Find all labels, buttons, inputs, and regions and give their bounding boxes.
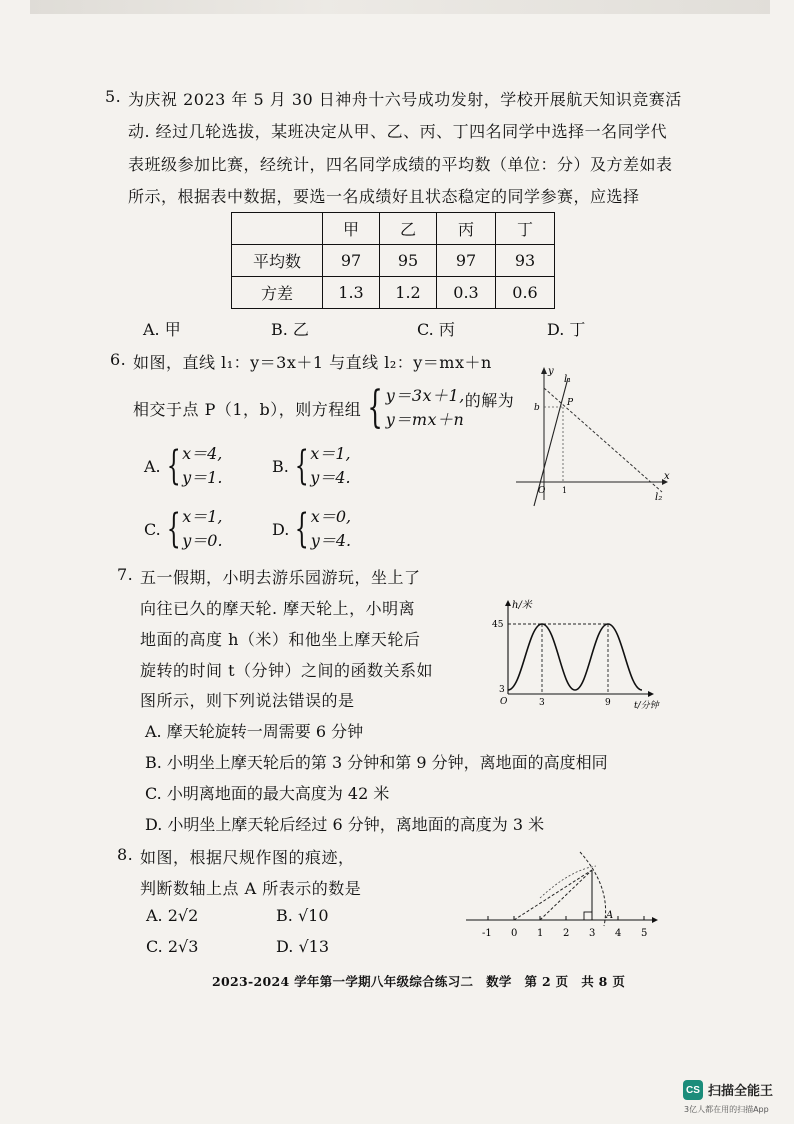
camscanner-name: 扫描全能王 xyxy=(708,1084,774,1099)
q7-height-time-graph xyxy=(488,596,668,714)
table-cell: 0.6 xyxy=(496,277,555,309)
left-brace: { xyxy=(166,443,181,489)
table-cell: 1.3 xyxy=(323,277,380,309)
tick-label: 3 xyxy=(589,928,596,939)
label-o: O xyxy=(500,697,508,707)
label-p: P xyxy=(567,398,574,408)
q8-line-1: 如图，根据尺规作图的痕迹， xyxy=(140,848,355,867)
q8-option-c xyxy=(146,937,198,956)
option-eq-2: y＝1. xyxy=(182,468,223,487)
q8-number-line-figure xyxy=(462,848,662,948)
camscanner-logo-icon: CS xyxy=(683,1080,703,1100)
q7-line-1: 五一假期，小明去游乐园游玩，坐上了 xyxy=(140,568,421,587)
label-x: x xyxy=(664,471,670,482)
height-curve xyxy=(508,624,642,690)
table-header-cell: 乙 xyxy=(380,213,437,245)
q6-equation-system xyxy=(361,384,465,432)
q5-line-3: 表班级参加比赛，经统计，四名同学成绩的平均数（单位：分）及方差如表 xyxy=(128,155,673,174)
t-axis-arrow xyxy=(648,691,654,697)
q8-option-d xyxy=(276,937,329,956)
option-label: B. xyxy=(272,456,289,476)
option-value: 2√2 xyxy=(167,906,199,925)
label-a: A xyxy=(606,910,614,921)
q6-line-2-pre: 相交于点 P（1，b），则方程组 xyxy=(133,399,362,419)
q5-line-4: 所示，根据表中数据，要选一名成绩好且状态稳定的同学参赛，应选择 xyxy=(128,187,640,206)
q6-line-2-post: 的解为 xyxy=(464,390,515,410)
option-eq-2: y＝4. xyxy=(310,531,352,550)
q5-line-1: 为庆祝 2023 年 5 月 30 日神舟十六号成功发射，学校开展航天知识竞赛活 xyxy=(128,90,682,109)
option-label: C. xyxy=(146,937,163,956)
option-value: 2√3 xyxy=(167,937,199,956)
line-l2 xyxy=(544,388,662,492)
system-eq-1: y＝3x＋1, xyxy=(385,386,465,405)
option-label: C. xyxy=(144,519,161,539)
option-eq-2: y＝0. xyxy=(182,531,223,550)
q7-line-2: 向往已久的摩天轮. 摩天轮上，小明离 xyxy=(140,599,416,618)
table-header-cell: 丁 xyxy=(496,213,555,245)
q8-option-b xyxy=(276,906,329,925)
table-cell: 0.3 xyxy=(437,277,496,309)
table-cell: 95 xyxy=(380,245,437,277)
label-b: b xyxy=(534,403,540,413)
h-axis-arrow xyxy=(505,600,511,606)
table-cell: 方差 xyxy=(232,277,323,309)
label-9-t: 9 xyxy=(605,698,611,708)
tick-label: 5 xyxy=(641,928,648,939)
tick-label: 4 xyxy=(615,928,622,939)
q6-option-d xyxy=(272,505,351,553)
q6-line-2 xyxy=(133,384,514,432)
y-axis-arrow xyxy=(541,367,547,374)
q5-option-c: C. 丙 xyxy=(417,320,455,339)
option-eq-1: x＝4, xyxy=(182,444,223,463)
tick-label: -1 xyxy=(482,928,492,939)
table-header-row xyxy=(232,213,555,245)
table-cell: 1.2 xyxy=(380,277,437,309)
q6-line-graph xyxy=(510,360,680,510)
option-value: √13 xyxy=(298,937,329,956)
label-ylabel: h/米 xyxy=(512,600,532,611)
q6-line-1: 如图，直线 l₁：y＝3x＋1 与直线 l₂：y＝mx＋n xyxy=(133,353,492,372)
q8-number: 8. xyxy=(117,845,134,864)
q6-option-a xyxy=(144,442,222,490)
table-cell: 97 xyxy=(437,245,496,277)
table-row xyxy=(232,277,555,309)
label-y: y xyxy=(548,366,554,377)
right-angle-mark xyxy=(584,912,592,920)
table-header-cell: 甲 xyxy=(323,213,380,245)
label-o: O xyxy=(538,486,546,496)
q5-option-a: A. 甲 xyxy=(143,320,181,339)
q7-line-4: 旋转的时间 t（分钟）之间的函数关系如 xyxy=(140,661,434,680)
option-label: A. xyxy=(144,456,161,476)
left-brace: { xyxy=(166,506,181,552)
q8-option-a xyxy=(146,906,198,925)
tick-label: 1 xyxy=(537,928,544,939)
q7-option-d: D. 小明坐上摩天轮后经过 6 分钟，离地面的高度为 3 米 xyxy=(145,815,545,834)
number-line-arrow xyxy=(652,917,658,923)
q6-number: 6. xyxy=(110,350,127,369)
label-3-y: 3 xyxy=(499,685,505,695)
q6-option-b xyxy=(272,442,351,490)
q7-option-c: C. 小明离地面的最大高度为 42 米 xyxy=(145,784,390,803)
option-eq-2: y＝4. xyxy=(310,468,351,487)
tick-label: 2 xyxy=(563,928,570,939)
option-value: √10 xyxy=(297,906,329,925)
option-label: D. xyxy=(272,519,290,539)
q6-option-c xyxy=(144,505,223,553)
camscanner-tagline: 3亿人都在用的扫描App xyxy=(684,1105,769,1114)
label-l1: l₁ xyxy=(564,374,572,385)
table-cell: 93 xyxy=(496,245,555,277)
q5-line-2: 动. 经过几轮选拔，某班决定从甲、乙、丙、丁四名同学中选择一名同学代 xyxy=(128,122,668,141)
table-header-cell: 丙 xyxy=(437,213,496,245)
option-label: A. xyxy=(146,906,163,925)
q7-number: 7. xyxy=(117,565,134,584)
q7-option-b: B. 小明坐上摩天轮后的第 3 分钟和第 9 分钟，离地面的高度相同 xyxy=(145,753,608,772)
table-cell xyxy=(232,213,323,245)
option-eq-1: x＝1, xyxy=(310,444,351,463)
label-45: 45 xyxy=(492,620,504,630)
label-1: 1 xyxy=(562,486,568,495)
q5-number: 5. xyxy=(105,87,122,106)
table-row xyxy=(232,245,555,277)
label-xlabel: t/分钟 xyxy=(634,701,659,711)
tick-label: 0 xyxy=(511,928,518,939)
left-brace: { xyxy=(295,506,310,552)
system-eq-2: y＝mx＋n xyxy=(385,410,465,429)
hypotenuse-dash xyxy=(514,870,592,920)
scan-top-edge xyxy=(30,0,770,14)
left-brace: { xyxy=(367,382,384,433)
q7-line-5: 图所示，则下列说法错误的是 xyxy=(140,691,355,710)
q8-line-2: 判断数轴上点 A 所表示的数是 xyxy=(140,879,362,898)
q5-option-b: B. 乙 xyxy=(271,320,309,339)
q7-option-a: A. 摩天轮旋转一周需要 6 分钟 xyxy=(145,722,364,741)
option-eq-1: x＝1, xyxy=(182,507,223,526)
option-label: D. xyxy=(276,937,294,956)
option-eq-1: x＝0, xyxy=(310,507,352,526)
label-l2: l₂ xyxy=(655,492,663,503)
option-label: B. xyxy=(276,906,293,925)
q7-line-3: 地面的高度 h（米）和他坐上摩天轮后 xyxy=(140,630,421,649)
table-cell: 平均数 xyxy=(232,245,323,277)
construction-arc-upper xyxy=(540,866,596,898)
page-footer: 2023-2024 学年第一学期八年级综合练习二 数学 第 2 页 共 8 页 xyxy=(212,974,626,989)
table-cell: 97 xyxy=(323,245,380,277)
score-table xyxy=(231,212,555,309)
q5-option-d: D. 丁 xyxy=(547,320,586,339)
left-brace: { xyxy=(294,443,309,489)
tick-marks xyxy=(488,916,644,920)
label-3-t: 3 xyxy=(539,698,545,708)
